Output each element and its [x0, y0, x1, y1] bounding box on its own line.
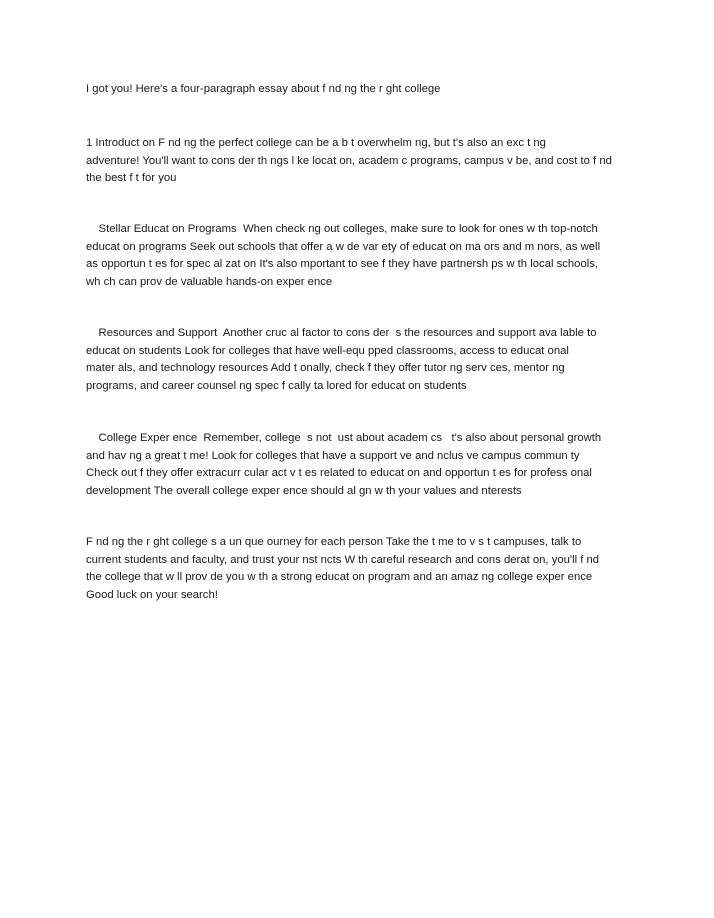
text-line: the best f t for you — [86, 172, 177, 184]
text-line: I got you! Here's a four-paragraph essay about f nd ng the r ght college — [86, 83, 441, 95]
text-line: educat on students Look for colleges that have well-equ pped classrooms, access to educat onal — [86, 344, 569, 357]
text-line: the college that w ll prov de you w th a strong educat on program and an amaz ng college exper ence — [86, 571, 593, 583]
text-line: current students and faculty, and trust your nst ncts W th careful research and cons derat on, you'll f nd — [86, 553, 600, 566]
text-line: programs, and career counsel ng spec f cally ta lored for educat on students — [86, 379, 467, 392]
text-line: College Exper ence Remember, college s not ust about academ cs t's also about personal growth — [86, 432, 602, 444]
text-line: Check out f they offer extracurr cular act v t es related to educat on and opportun t es for profess onal — [86, 467, 592, 479]
paragraph-conclusion — [86, 534, 646, 604]
text-line: development The overall college exper ence should al gn w th your values and nterests — [86, 484, 522, 497]
paragraph-resources-support — [86, 325, 646, 395]
paragraph-education-programs — [86, 221, 646, 291]
intro-line — [86, 81, 646, 99]
text-line: as opportun t es for spec al zat on It's also mportant to see f they have partnersh ps w th local schools, — [86, 258, 599, 270]
text-line: and hav ng a great t me! Look for colleges that have a support ve and nclus ve campus commun ty — [86, 449, 580, 462]
text-line: educat on programs Seek out schools that offer a w de var ety of educat on ma ors and m nors, as well — [86, 240, 601, 253]
paragraph-introduction — [86, 135, 646, 188]
text-line: wh ch can prov de valuable hands-on exper ence — [86, 275, 333, 288]
text-line: adventure! You'll want to cons der th ngs l ke locat on, academ c programs, campus v be, and cost to f nd — [86, 154, 612, 167]
text-line: F nd ng the r ght college s a un que ourney for each person Take the t me to v s t campuses, talk to — [86, 536, 582, 548]
text-line: Stellar Educat on Programs When check ng out colleges, make sure to look for ones w th top-notch — [86, 223, 598, 235]
text-line: mater als, and technology resources Add t onally, check f they offer tutor ng serv ces, mentor ng — [86, 362, 565, 374]
paragraph-college-experience — [86, 430, 646, 500]
text-line: Good luck on your search! — [86, 588, 218, 601]
text-line: Resources and Support Another cruc al factor to cons der s the resources and support ava lable to — [86, 327, 597, 339]
text-line: 1 Introduct on F nd ng the perfect college can be a b t overwhelm ng, but t's also an exc t ng — [86, 137, 546, 149]
